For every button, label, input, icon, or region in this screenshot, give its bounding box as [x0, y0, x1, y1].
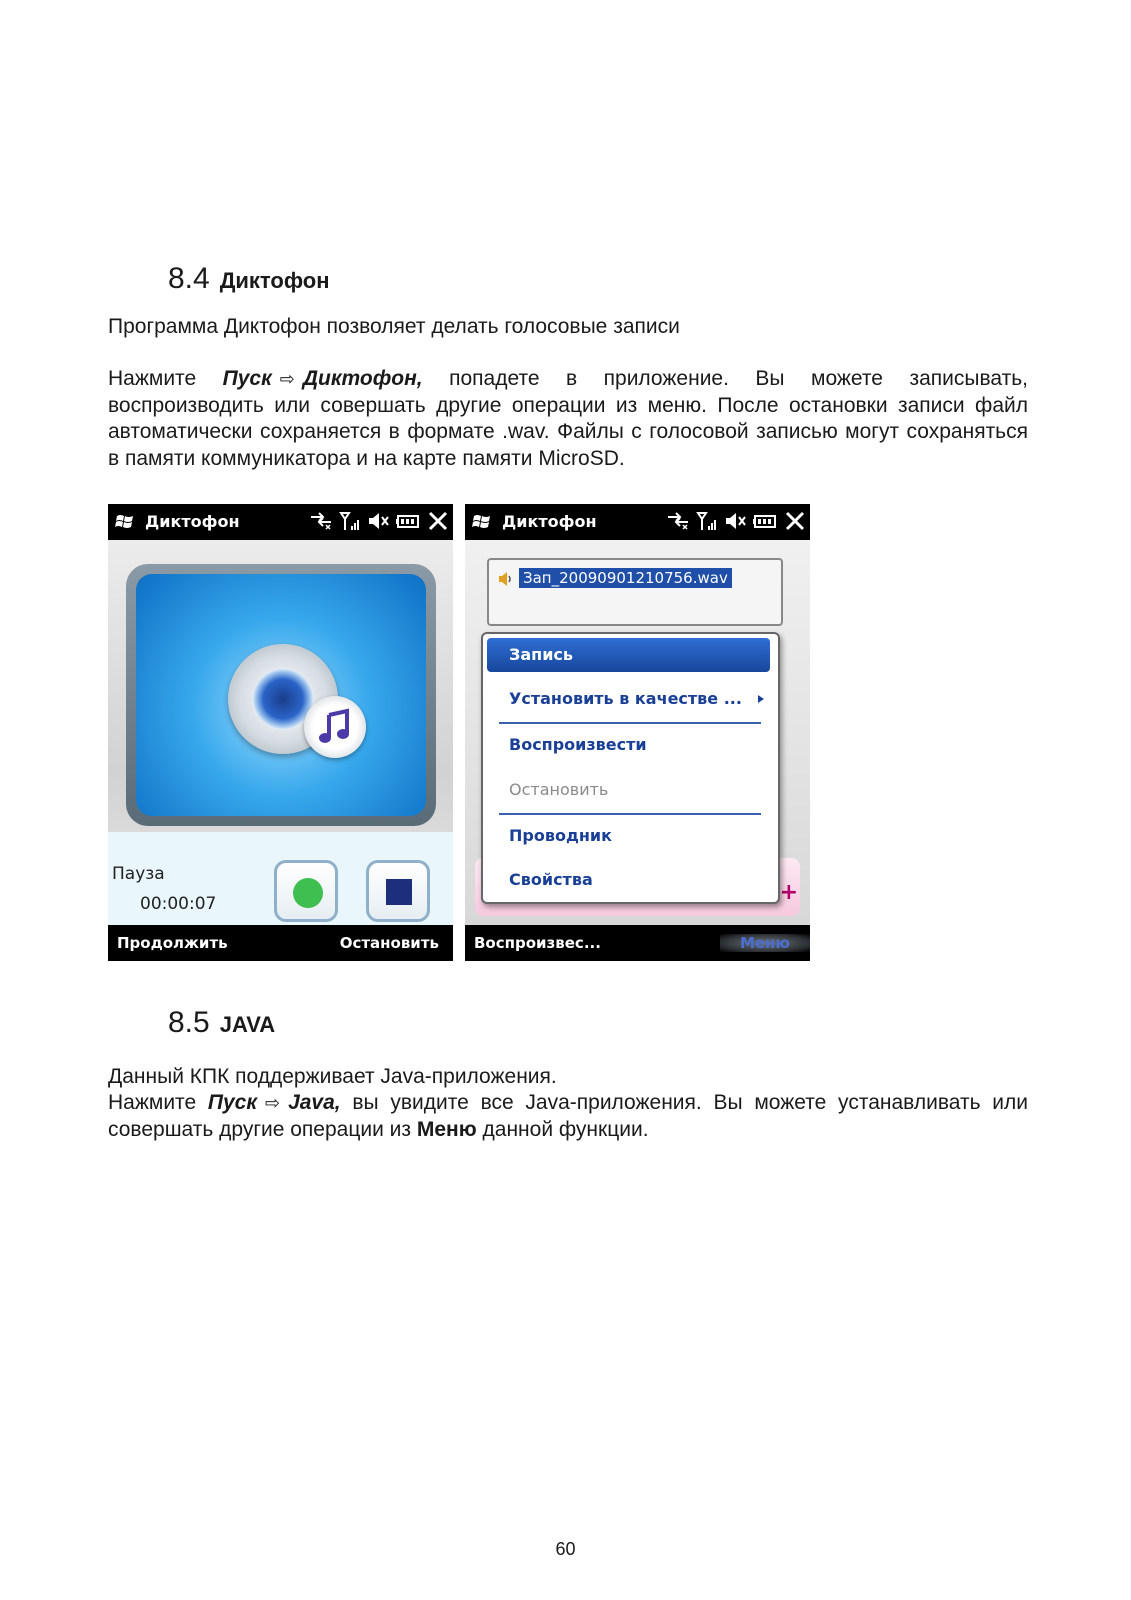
menu-item-properties[interactable]: Свойства	[509, 870, 593, 889]
windows-logo-icon[interactable]	[115, 513, 135, 531]
menu-item-label: Установить в качестве ...	[509, 689, 742, 708]
menu-divider	[499, 722, 761, 724]
visual-frame	[126, 564, 436, 826]
recording-state-label: Пауза	[112, 864, 165, 884]
record-icon	[293, 878, 323, 908]
volume-mute-icon[interactable]	[367, 510, 389, 532]
stop-button[interactable]	[366, 860, 430, 922]
section-title: JAVA	[219, 1012, 276, 1037]
recording-time: 00:00:07	[140, 894, 217, 914]
arrow-right-icon: ⇨	[279, 369, 295, 389]
close-icon[interactable]	[427, 510, 449, 532]
java-support-line: Данный КПК поддерживает Java-приложения.	[108, 1065, 557, 1088]
signal-icon[interactable]	[696, 510, 718, 532]
menu-item-record[interactable]: Запись	[487, 638, 770, 672]
signal-icon[interactable]	[339, 510, 361, 532]
text: данной функции.	[482, 1117, 649, 1141]
section-title: Диктофон	[219, 268, 330, 293]
play-softkey[interactable]: Воспроизвес...	[474, 934, 601, 952]
menu-item-play[interactable]: Воспроизвести	[509, 735, 647, 754]
menu-item-set-as[interactable]	[487, 682, 770, 716]
context-menu	[481, 632, 780, 904]
window-title: Диктофон	[502, 512, 597, 531]
close-icon[interactable]	[784, 510, 806, 532]
section-heading-java	[168, 1006, 275, 1040]
menu-divider	[499, 813, 761, 815]
battery-icon[interactable]	[395, 510, 421, 532]
window-title: Диктофон	[145, 512, 240, 531]
recorder-screen	[108, 504, 453, 961]
recorder-menu-screen	[465, 504, 810, 961]
page-number: 60	[555, 1539, 576, 1559]
arrow-right-icon: ⇨	[264, 1093, 281, 1113]
java-instructions-paragraph	[108, 1090, 1028, 1143]
recording-file-item[interactable]: Зап_20090901210756.wav	[519, 568, 732, 588]
title-bar	[108, 504, 453, 540]
connectivity-icon[interactable]	[309, 510, 333, 532]
section-number: 8.4	[168, 262, 210, 295]
section-number: 8.5	[168, 1006, 210, 1039]
recorder-content	[108, 540, 453, 925]
menu-item-explorer[interactable]: Проводник	[509, 826, 612, 845]
connectivity-icon[interactable]	[666, 510, 690, 532]
start-menu-ref: Пуск	[222, 367, 272, 390]
menu-softkey[interactable]: Меню	[720, 934, 810, 952]
java-ref: Java,	[288, 1091, 341, 1114]
text: Нажмите	[108, 1091, 197, 1114]
title-bar	[465, 504, 810, 540]
music-note-icon	[304, 696, 366, 758]
plus-icon: +	[779, 880, 798, 905]
menu-ref: Меню	[416, 1117, 477, 1141]
instructions-paragraph	[108, 366, 1028, 472]
volume-mute-icon[interactable]	[724, 510, 746, 532]
recorder-status-area	[108, 832, 453, 925]
stop-icon	[386, 879, 412, 905]
soft-key-bar	[465, 925, 810, 961]
text: Нажмите	[108, 367, 197, 390]
start-menu-ref: Пуск	[207, 1091, 257, 1114]
visual-panel	[136, 574, 426, 816]
windows-logo-icon[interactable]	[472, 513, 492, 531]
intro-paragraph: Программа Диктофон позволяет делать голосовые записи	[108, 315, 680, 338]
status-icons	[666, 510, 806, 532]
recording-list-content	[465, 540, 810, 925]
recording-list	[487, 558, 783, 626]
menu-item-stop: Остановить	[509, 780, 609, 799]
status-icons	[309, 510, 449, 532]
submenu-arrow-icon	[758, 695, 764, 703]
record-button[interactable]	[274, 860, 338, 922]
section-heading-dictaphone	[168, 262, 330, 296]
soft-key-bar	[108, 925, 453, 961]
dictaphone-ref: Диктофон,	[302, 367, 423, 390]
battery-icon[interactable]	[752, 510, 778, 532]
text: попадете в приложение. Вы можете записывать, воспроизводить или совершать другие операции из меню. После остановки записи файл автоматически сохраняется в формате .wav. Файлы с голосовой записью могут сохраняться в памяти коммуникатора и на карте памяти MicroSD.	[108, 367, 1029, 470]
audio-file-icon	[497, 570, 515, 588]
continue-softkey[interactable]: Продолжить	[117, 934, 228, 952]
stop-softkey[interactable]: Остановить	[339, 934, 439, 952]
text: вы увидите все Java-приложения. Вы можете устанавливать или совершать другие операции из	[108, 1091, 1028, 1141]
